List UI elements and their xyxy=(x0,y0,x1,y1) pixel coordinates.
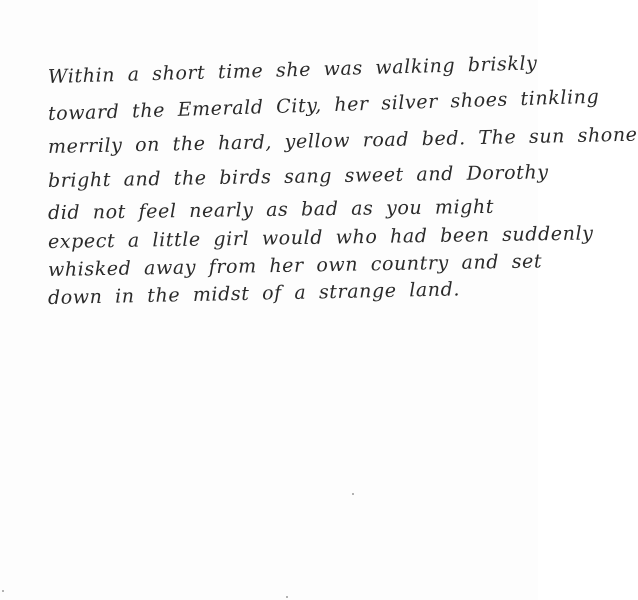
handwritten-line-4: bright and the birds sang sweet and Dorothy xyxy=(47,161,549,192)
handwritten-line-7: whisked away from her own country and set xyxy=(47,250,543,281)
handwritten-line-5: did not feel nearly as bad as you might xyxy=(47,195,495,224)
handwritten-line-1: Within a short time she was walking briskly xyxy=(47,52,538,88)
paper-speck xyxy=(2,590,4,592)
paper-speck xyxy=(286,596,288,598)
handwritten-line-6: expect a little girl would who had been suddenly xyxy=(47,222,594,253)
handwritten-line-8: down in the midst of a strange land. xyxy=(47,278,461,309)
paper-speck xyxy=(352,493,354,495)
handwritten-line-3: merrily on the hard, yellow road bed. The sun shone xyxy=(47,123,638,158)
handwritten-line-2: toward the Emerald City, her silver shoes tinkling xyxy=(47,85,600,125)
